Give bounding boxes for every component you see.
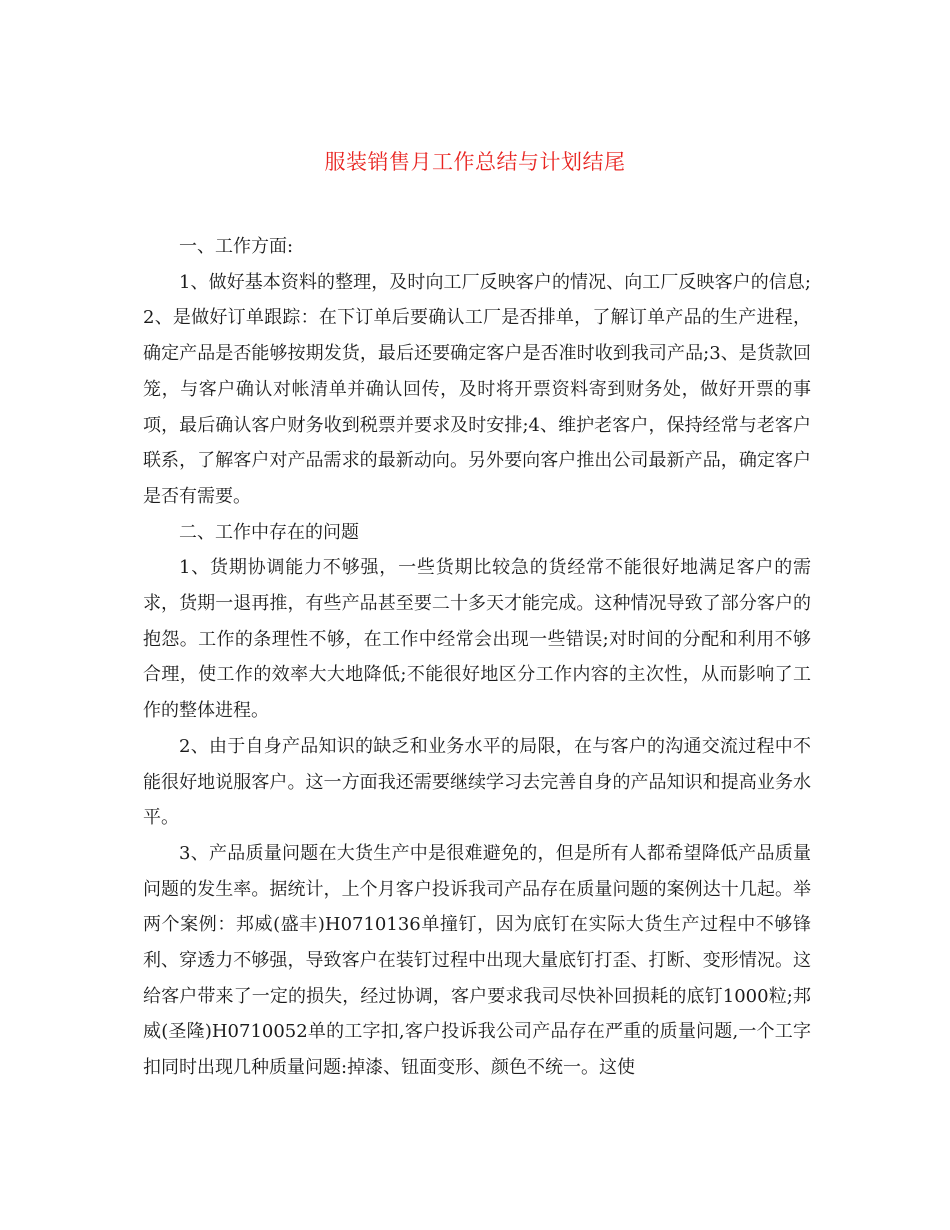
paragraph-problem-quality: 3、产品质量问题在大货生产中是很难避免的，但是所有人都希望降低产品质量问题的发生率。据统计，上个月客户投诉我司产品存在质量问题的案例达十几起。举两个案例：邦威(盛丰)H0710136单撞钉，因为底钉在实际大货生产过程中不够锋利、穿透力不够强，导致客户在装钉过程中出现大量底钉打歪、打断、变形情况。这给客户带来了一定的损失，经过协调，客户要求我司尽快补回损耗的底钉1000粒;邦威(圣隆)H0710052单的工字扣,客户投诉我公司产品存在严重的质量问题,一个工字扣同时出现几种质量问题:掉漆、钮面变形、颜色不统一。这使 (143, 842, 811, 1079)
section-heading-problems: 二、工作中存在的问题 (179, 521, 359, 543)
document-title: 服装销售月工作总结与计划结尾 (324, 150, 626, 174)
paragraph-problem-delivery: 1、货期协调能力不够强，一些货期比较急的货经常不能很好地满足客户的需求，货期一退再推，有些产品甚至要二十多天才能完成。这种情况导致了部分客户的抱怨。工作的条理性不够，在工作中经常会出现一些错误;对时间的分配和利用不够合理，使工作的效率大大地降低;不能很好地区分工作内容的主次性，从而影响了工作的整体进程。 (143, 557, 811, 722)
paragraph-work-duties: 1、做好基本资料的整理，及时向工厂反映客户的情况、向工厂反映客户的信息;2、是做好订单跟踪：在下订单后要确认工厂是否排单，了解订单产品的生产进程，确定产品是否能够按期发货，最后还要确定客户是否准时收到我司产品;3、是货款回笼，与客户确认对帐清单并确认回传，及时将开票资料寄到财务处，做好开票的事项，最后确认客户财务收到税票并要求及时安排;4、维护老客户，保持经常与老客户联系，了解客户对产品需求的最新动向。另外要向客户推出公司最新产品，确定客户是否有需要。 (143, 271, 811, 507)
section-heading-work-aspects: 一、工作方面: (179, 236, 294, 257)
document-body (143, 229, 811, 1086)
paragraph-problem-knowledge: 2、由于自身产品知识的缺乏和业务水平的局限，在与客户的沟通交流过程中不能很好地说服客户。这一方面我还需要继续学习去完善自身的产品知识和提高业务水平。 (143, 735, 811, 829)
